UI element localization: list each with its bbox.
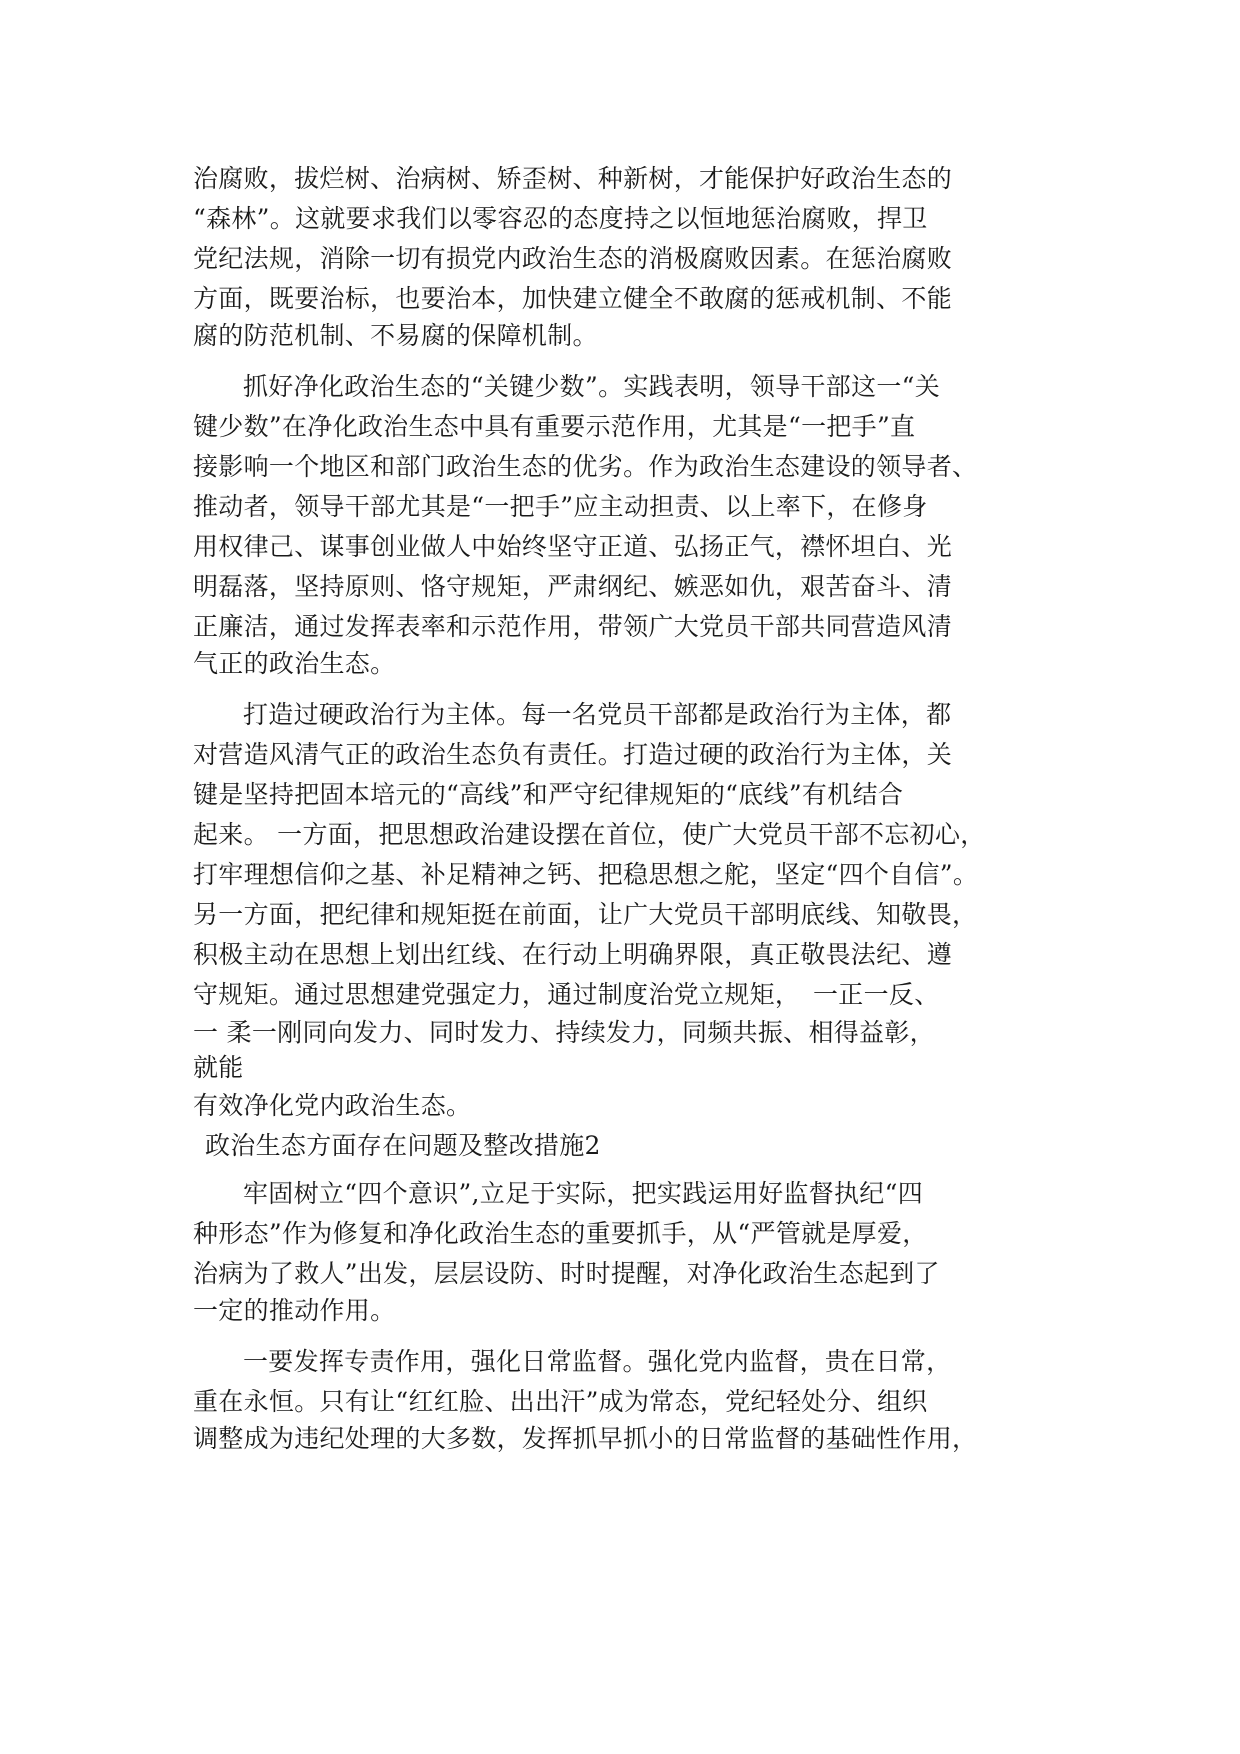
text-line: 腐的防范机制、不易腐的保障机制。 xyxy=(193,321,598,350)
text-line: 起来。 一方面，把思想政治建设摆在首位，使广大党员干部不忘初心， xyxy=(193,820,986,849)
text-line: 重在永恒。只有让“红红脸、出出汗”成为常态，党纪轻处分、组织 xyxy=(193,1387,928,1416)
text-line: 对营造风清气正的政治生态负有责任。打造过硬的政治行为主体，关 xyxy=(193,740,953,769)
text-line: 有效净化党内政治生态。 xyxy=(193,1091,472,1120)
text-line: 另一方面，把纪律和规矩挺在前面，让广大党员干部明底线、知敬畏， xyxy=(193,900,978,929)
paragraph-first-line: 牢固树立“四个意识”,立足于实际，把实践运用好监督执纪“四 xyxy=(243,1179,923,1208)
text-line: 种形态”作为修复和净化政治生态的重要抓手，从“严管就是厚爱， xyxy=(193,1219,928,1248)
text-line: 党纪法规，消除一切有损党内政治生态的消极腐败因素。在惩治腐败 xyxy=(193,244,953,273)
text-line: 方面，既要治标，也要治本，加快建立健全不敢腐的惩戒机制、不能 xyxy=(193,284,953,313)
text-line: 气正的政治生态。 xyxy=(193,649,396,678)
text-line: 调整成为违纪处理的大多数，发挥抓早抓小的日常监督的基础性作用， xyxy=(193,1424,978,1453)
text-line: 正廉洁，通过发挥表率和示范作用，带领广大党员干部共同营造风清 xyxy=(193,612,953,641)
text-line: 治病为了救人”出发，层层设防、时时提醒，对净化政治生态起到了 xyxy=(193,1259,940,1288)
section-heading: 政治生态方面存在问题及整改措施2 xyxy=(205,1131,601,1160)
text-line: 用权律己、谋事创业做人中始终坚守正道、弘扬正气，襟怀坦白、光 xyxy=(193,532,953,561)
text-line: 键少数”在净化政治生态中具有重要示范作用，尤其是“一把手”直 xyxy=(193,412,916,441)
paragraph-first-line: 抓好净化政治生态的“关键少数”。实践表明，领导干部这一“关 xyxy=(243,372,941,401)
text-line: “森林”。这就要求我们以零容忍的态度持之以恒地惩治腐败，捍卫 xyxy=(193,204,928,233)
paragraph-first-line: 一要发挥专责作用，强化日常监督。强化党内监督，贵在日常， xyxy=(243,1347,952,1376)
text-line: 打牢理想信仰之基、补足精神之钙、把稳思想之舵，坚定“四个自信”。 xyxy=(193,860,979,889)
text-line: 明磊落，坚持原则、恪守规矩，严肃纲纪、嫉恶如仇，艰苦奋斗、清 xyxy=(193,572,953,601)
paragraph-first-line: 打造过硬政治行为主体。每一名党员干部都是政治行为主体，都 xyxy=(243,700,952,729)
text-line: 接影响一个地区和部门政治生态的优劣。作为政治生态建设的领导者、 xyxy=(193,452,978,481)
text-line: 一定的推动作用。 xyxy=(193,1296,396,1325)
text-line: 治腐败，拔烂树、治病树、矫歪树、种新树，才能保护好政治生态的 xyxy=(193,164,953,193)
text-line: 就能 xyxy=(193,1053,244,1082)
text-line: 一 柔一刚同向发力、同时发力、持续发力，同频共振、相得益彰， xyxy=(193,1018,935,1047)
text-line: 积极主动在思想上划出红线、在行动上明确界限，真正敬畏法纪、遵 xyxy=(193,940,953,969)
text-line: 守规矩。通过思想建党强定力，通过制度治党立规矩， 一正一反、 xyxy=(193,980,940,1009)
text-line: 键是坚持把固本培元的“高线”和严守纪律规矩的“底线”有机结合 xyxy=(193,780,904,809)
text-line: 推动者，领导干部尤其是“一把手”应主动担责、以上率下，在修身 xyxy=(193,492,928,521)
